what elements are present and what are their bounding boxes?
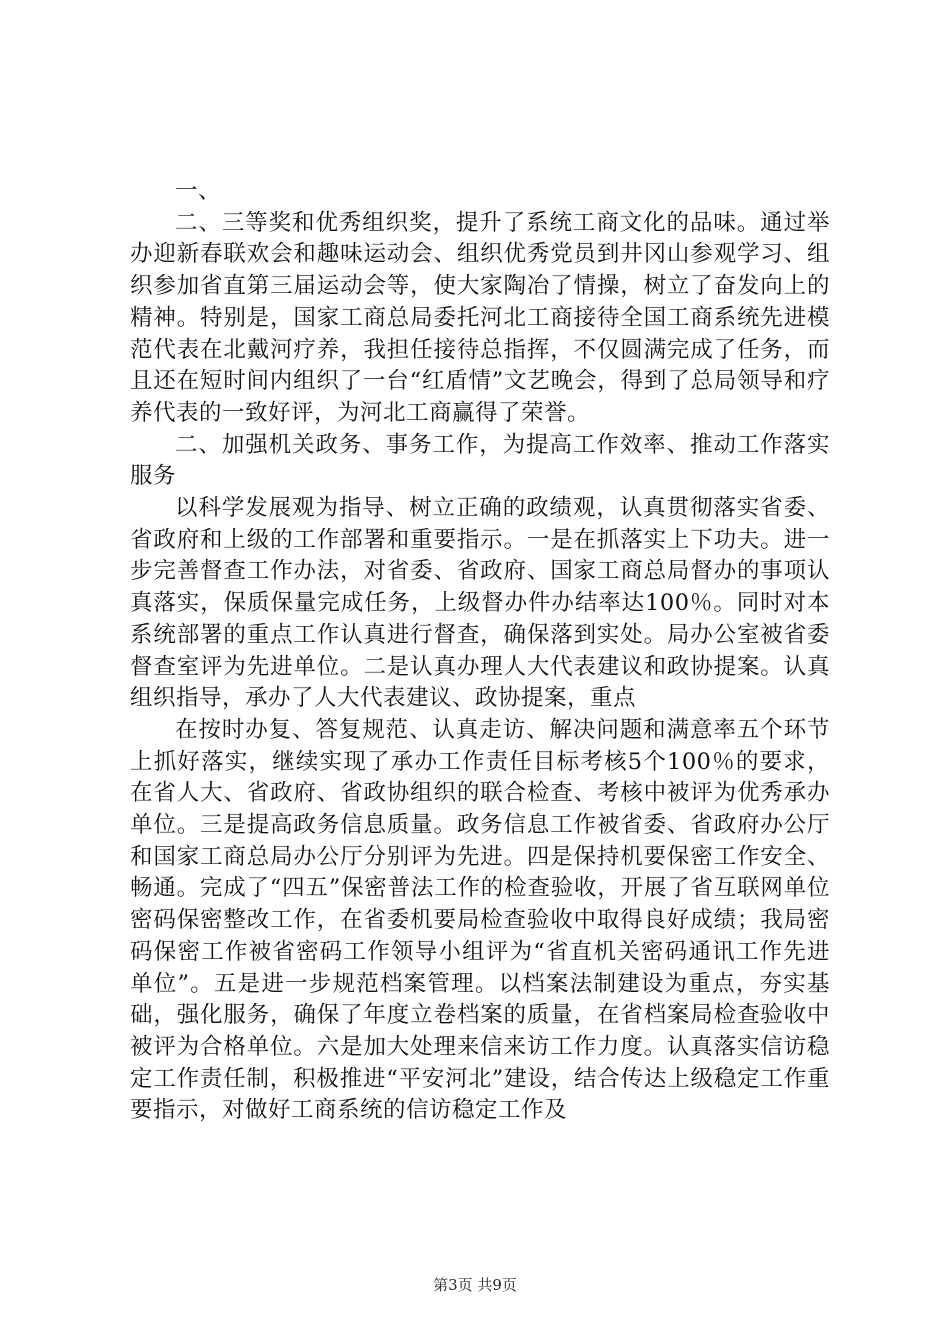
page-number-footer: 第3页 共9页 bbox=[433, 1276, 517, 1294]
paragraph-work-implementation: 以科学发展观为指导、树立正确的政绩观，认真贯彻落实省委、省政府和上级的工作部署和重要指示。一是在抓落实上下功夫。进一步完善督查工作办法，对省委、省政府、国家工商总局督办的事项认真落实，保质保量完成任务，上级督办件办结率达100％。同时对本系统部署的重点工作认真进行督查，确保落到实处。局办公室被省委督查室评为先进单位。二是认真办理人大代表建议和政协提案。认真组织指导，承办了人大代表建议、政协提案，重点 bbox=[130, 495, 830, 712]
paragraph-heading-one: 一、 bbox=[175, 178, 222, 204]
paragraph-work-details: 在按时办复、答复规范、认真走访、解决问题和满意率五个环节上抓好落实，继续实现了承办工作责任目标考核5个100％的要求，在省人大、省政府、省政协组织的联合检查、考核中被评为优秀承办单位。三是提高政务信息质量。政务信息工作被省委、省政府办公厅和国家工商总局办公厅分别评为先进。四是保持机要保密工作安全、畅通。完成了“四五”保密普法工作的检查验收，开展了省互联网单位密码保密整改工作，在省委机要局检查验收中取得良好成绩；我局密码保密工作被省密码工作领导小组评为“省直机关密码通讯工作先进单位”。五是进一步规范档案管理。以档案法制建设为重点，夯实基础，强化服务，确保了年度立卷档案的质量，在省档案局检查验收中被评为合格单位。六是加大处理来信来访工作力度。认真落实信访稳定工作责任制，积极推进“平安河北”建设，结合传达上级稳定工作重要指示，对做好工商系统的信访稳定工作及 bbox=[130, 716, 830, 1124]
paragraph-section-two-heading: 二、加强机关政务、事务工作，为提高工作效率、推动工作落实服务 bbox=[130, 431, 830, 490]
paragraph-awards: 二、三等奖和优秀组织奖，提升了系统工商文化的品味。通过举办迎新春联欢会和趣味运动会、组织优秀党员到井冈山参观学习、组织参加省直第三届运动会等，使大家陶冶了情操，树立了奋发向上的精神。特别是，国家工商总局委托河北工商接待全国工商系统先进模范代表在北戴河疗养，我担任接待总指挥，不仅圆满完成了任务，而且还在短时间内组织了一台“红盾情”文艺晚会，得到了总局领导和疗养代表的一致好评，为河北工商赢得了荣誉。 bbox=[130, 209, 830, 426]
document-body bbox=[130, 176, 830, 1127]
